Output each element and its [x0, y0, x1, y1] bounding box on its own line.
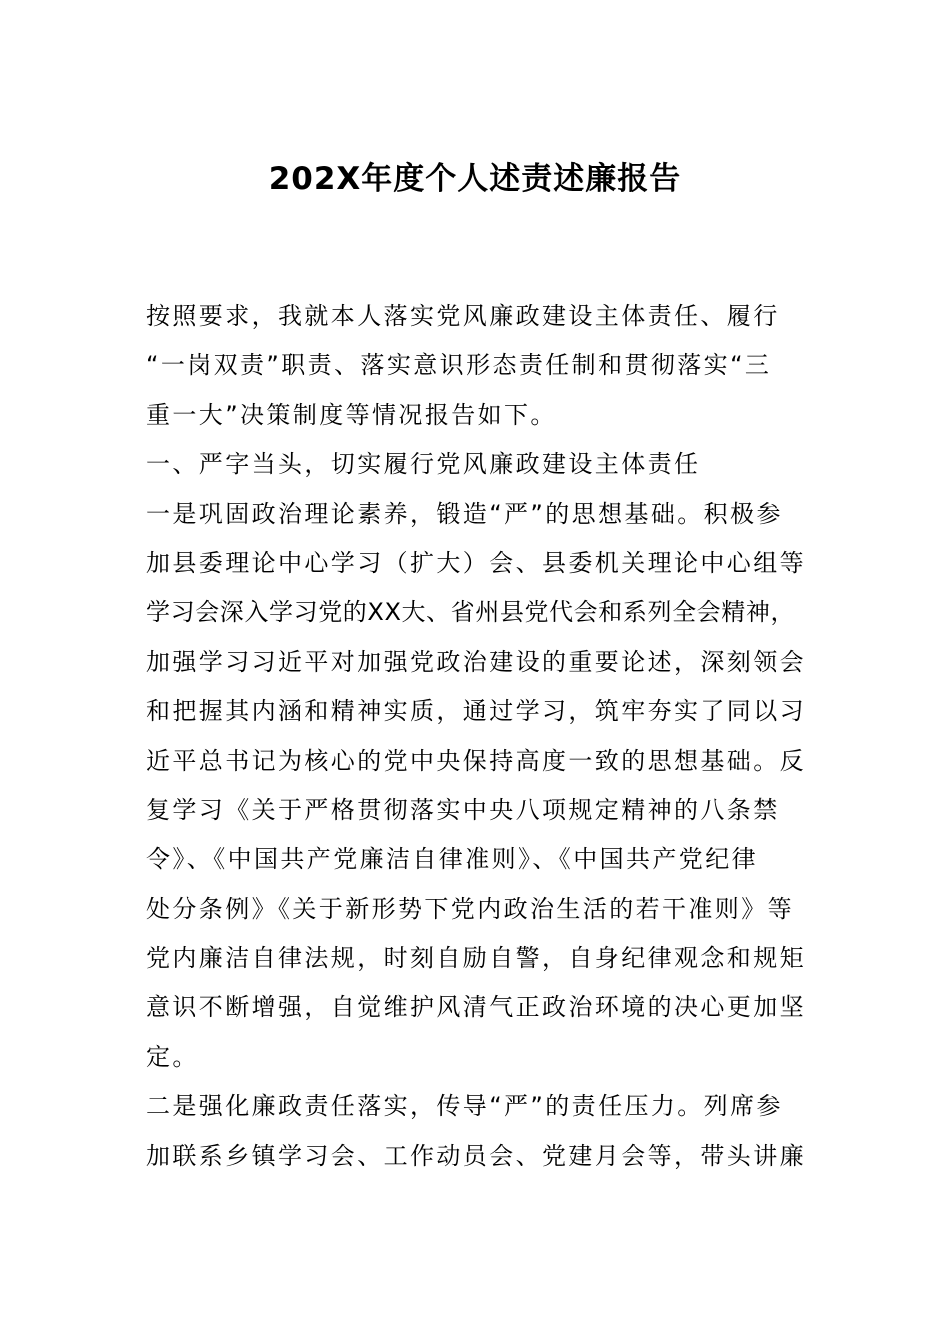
body-line: “一岗双责”职责、落实意识形态责任制和贯彻落实“三: [146, 351, 772, 380]
document-body: [146, 292, 816, 1181]
body-line: 加联系乡镇学习会、工作动员会、党建月会等，带头讲廉: [146, 1141, 806, 1170]
body-line: 一是巩固政治理论素养，锻造“严”的思想基础。积极参: [146, 499, 783, 528]
body-line: 按照要求，我就本人落实党风廉政建设主体责任、履行: [146, 302, 780, 330]
body-line: 令》、《中国共产党廉洁自律准则》、《中国共产党纪律: [146, 845, 758, 874]
document-title: 202X年度个人述责述廉报告: [268, 161, 682, 197]
body-line: 意识不断增强，自觉维护风清气正政治环境的决心更加坚: [146, 993, 806, 1022]
body-line: 加县委理论中心学习（扩大）会、县委机关理论中心组等: [146, 548, 806, 577]
body-line: 和把握其内涵和精神实质，通过学习，筑牢夯实了同以习: [146, 697, 806, 726]
body-line: 复学习《关于严格贯彻落实中央八项规定精神的八条禁: [146, 795, 780, 824]
section-heading: 一、严字当头，切实履行党风廉政建设主体责任: [146, 450, 701, 479]
body-line: 处分条例》《关于新形势下党内政治生活的若干准则》等: [146, 894, 794, 923]
body-line: 学习会深入学习党的XX大、省州县党代会和系列全会精神，: [146, 598, 796, 627]
body-line: 近平总书记为核心的党中央保持高度一致的思想基础。反: [146, 746, 806, 775]
body-line: 重一大”决策制度等情况报告如下。: [146, 400, 557, 429]
body-line: 加强学习习近平对加强党政治建设的重要论述，深刻领会: [146, 647, 806, 676]
body-line: 定。: [146, 1042, 199, 1071]
body-line: 二是强化廉政责任落实，传导“严”的责任压力。列席参: [146, 1092, 783, 1121]
body-line: 党内廉洁自律法规，时刻自励自警，自身纪律观念和规矩: [146, 944, 806, 973]
